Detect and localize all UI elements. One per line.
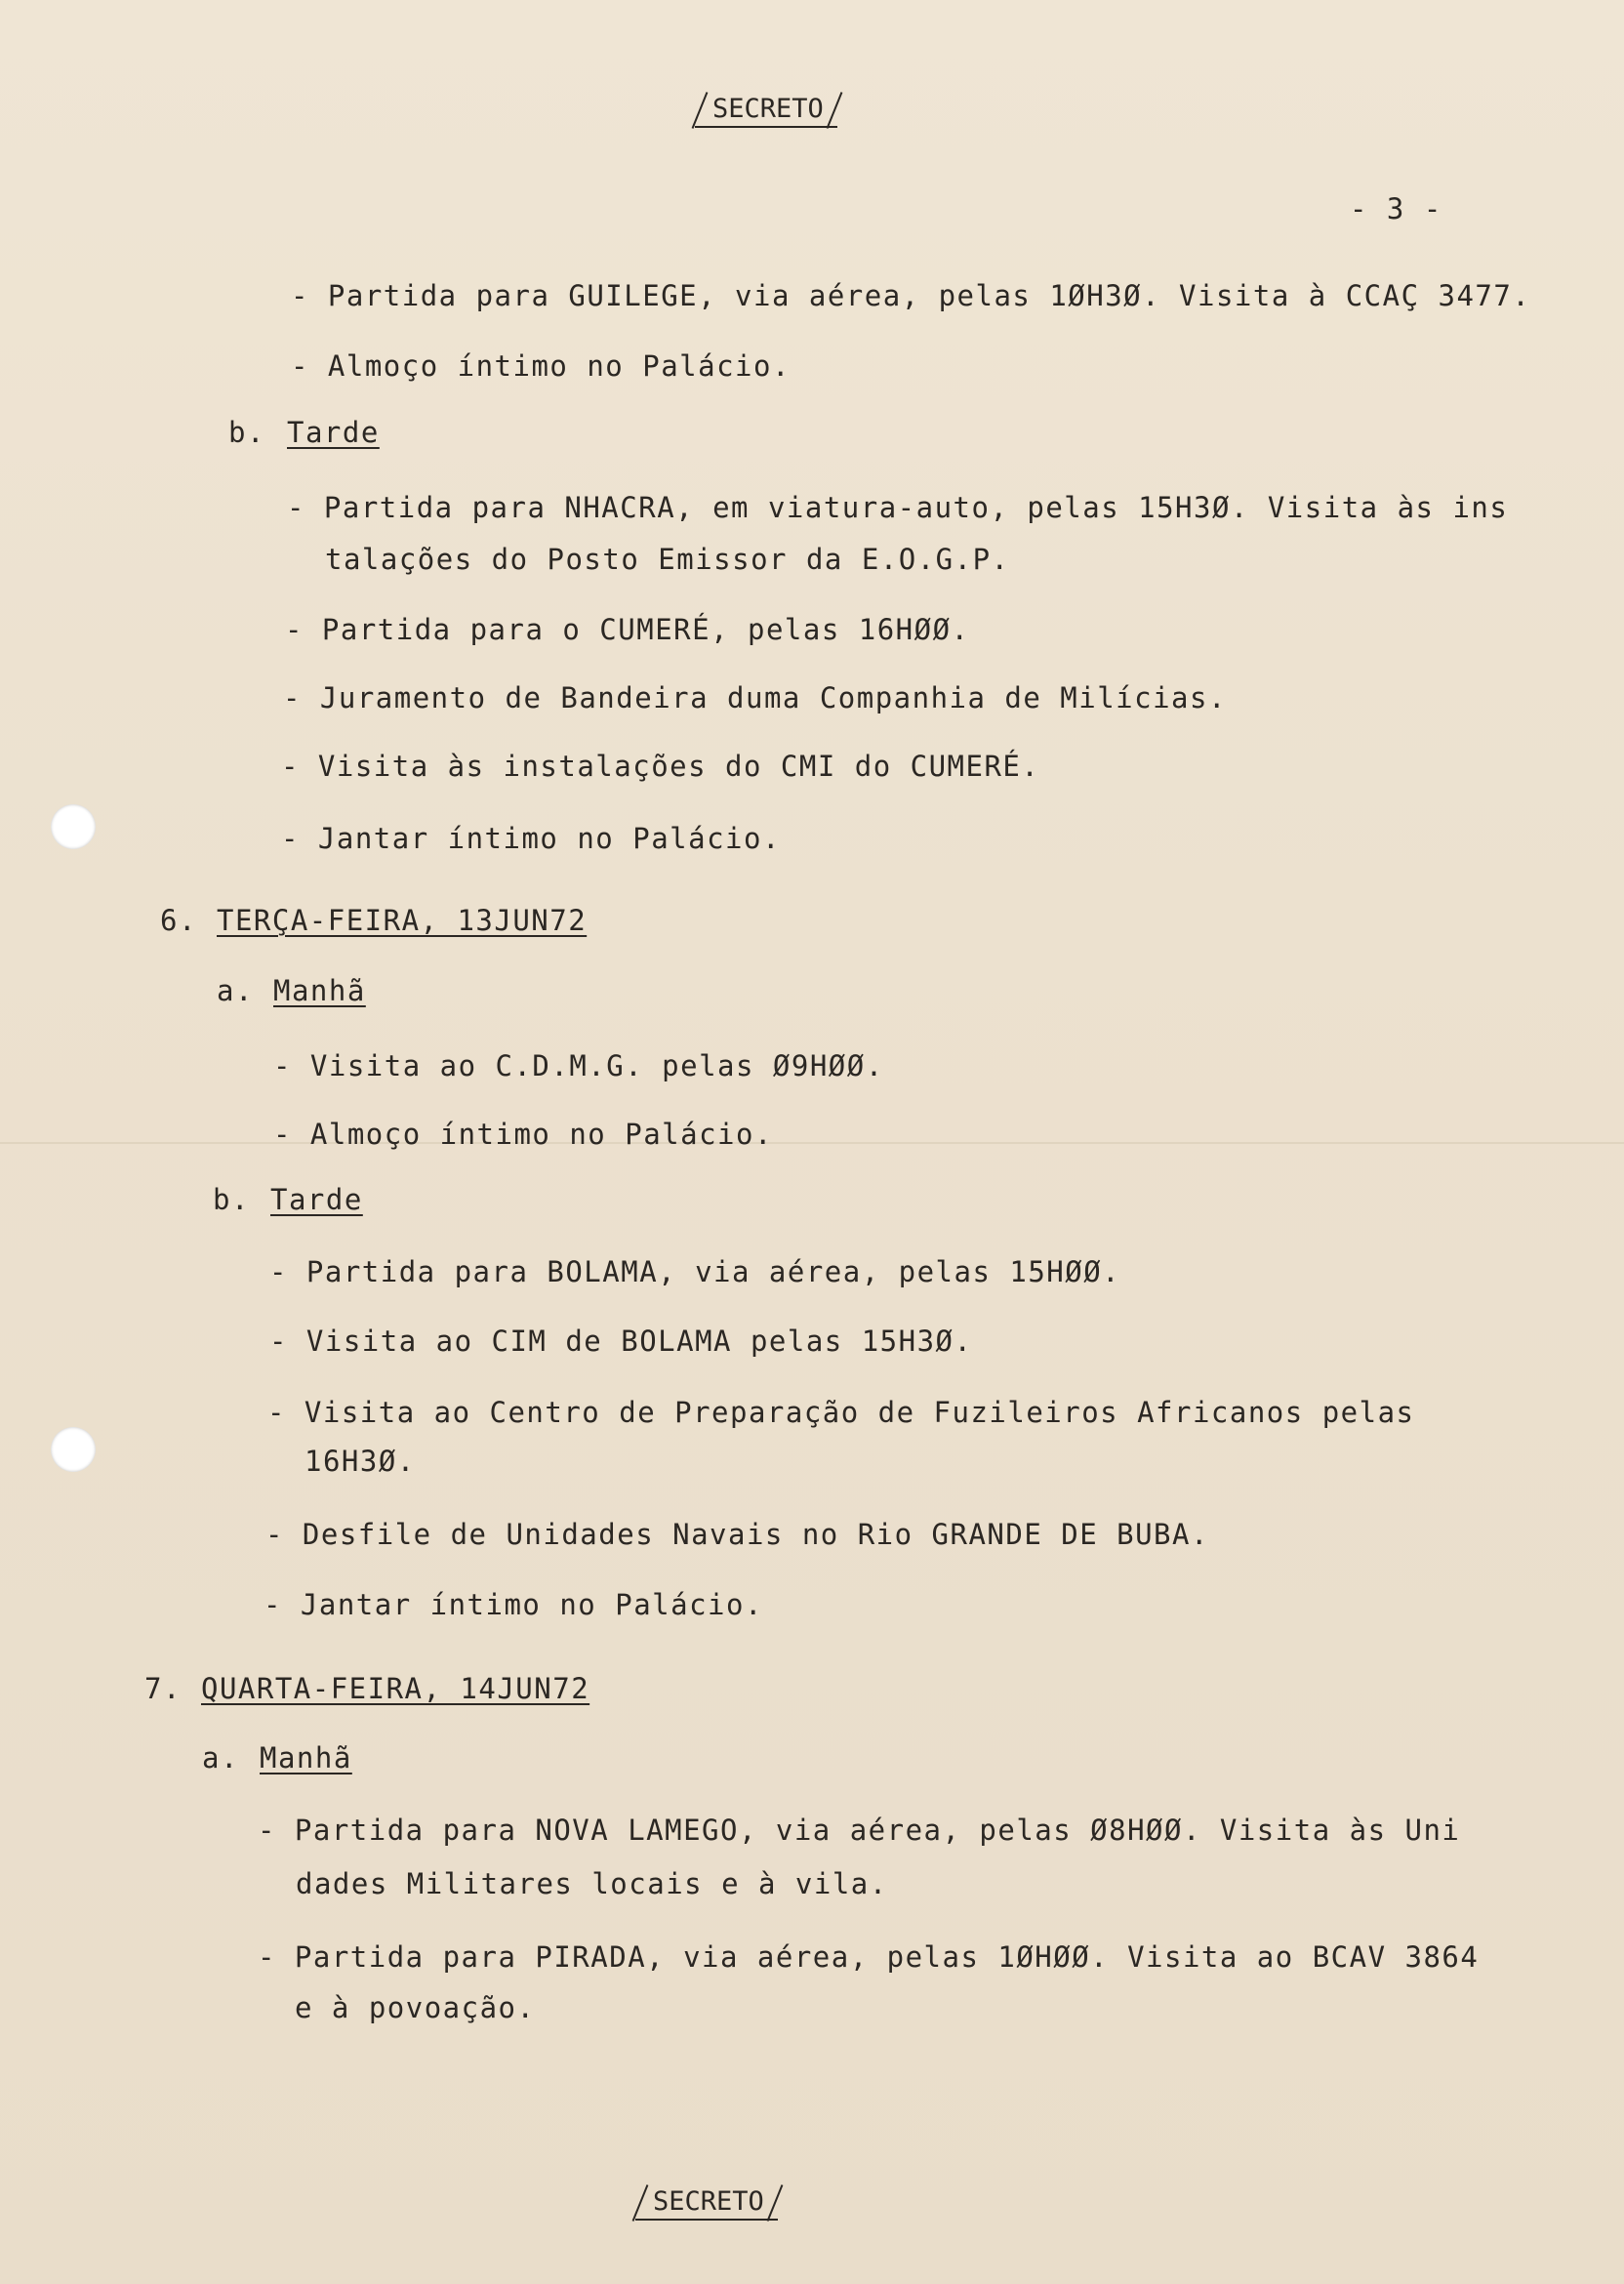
item-cim-bolama: - Visita ao CIM de BOLAMA pelas 15H3Ø. [269, 1325, 973, 1358]
item-jantar-1: - Jantar íntimo no Palácio. [281, 822, 781, 855]
item-nova-lamego: - Partida para NOVA LAMEGO, via aérea, pelas Ø8HØØ. Visita às Uni [258, 1814, 1461, 1847]
item-cdmg: - Visita ao C.D.M.G. pelas Ø9HØØ. [273, 1049, 884, 1082]
item-nhacra-cont: talações do Posto Emissor da E.O.G.P. [325, 543, 1010, 576]
item-guilege: - Partida para GUILEGE, via aérea, pelas 1ØH3Ø. Visita à CCAÇ 3477. [291, 279, 1531, 312]
section-title-7: QUARTA-FEIRA, 14JUN72 [201, 1672, 590, 1705]
section-number-7: 7. [144, 1672, 182, 1705]
item-pirada-cont: e à povoação. [295, 1991, 536, 2024]
item-desfile: - Desfile de Unidades Navais no Rio GRANDE DE BUBA. [265, 1518, 1209, 1551]
section-title-6: TERÇA-FEIRA, 13JUN72 [217, 904, 588, 937]
item-fuzileiros-cont: 16H3Ø. [304, 1445, 416, 1478]
item-cumere: - Partida para o CUMERÉ, pelas 16HØØ. [285, 613, 970, 646]
classification-stamp-top: SECRETO [695, 94, 837, 128]
item-fuzileiros: - Visita ao Centro de Preparação de Fuzileiros Africanos pelas [267, 1396, 1415, 1429]
item-jantar-2: - Jantar íntimo no Palácio. [264, 1588, 763, 1621]
subsection-title-manha-7: Manhã [260, 1741, 352, 1774]
subsection-title-tarde-6: Tarde [270, 1183, 363, 1216]
page-number: - 3 - [1350, 192, 1442, 225]
paper-fold [0, 1142, 1624, 1144]
subsection-title-tarde-1: Tarde [287, 416, 380, 449]
punch-hole-bottom [51, 1427, 96, 1472]
item-bolama: - Partida para BOLAMA, via aérea, pelas 15HØØ. [269, 1255, 1121, 1288]
item-pirada: - Partida para PIRADA, via aérea, pelas 1ØHØØ. Visita ao BCAV 3864 [258, 1940, 1480, 1974]
classification-stamp-bottom: SECRETO [635, 2186, 778, 2221]
subsection-label-6b: b. [213, 1183, 250, 1216]
item-visita-cmi: - Visita às instalações do CMI do CUMERÉ. [281, 750, 1040, 783]
punch-hole-top [51, 804, 96, 849]
subsection-label-b1: b. [228, 416, 265, 449]
subsection-label-7a: a. [202, 1741, 239, 1774]
section-number-6: 6. [160, 904, 197, 937]
item-almoco-2: - Almoço íntimo no Palácio. [273, 1118, 773, 1151]
subsection-label-6a: a. [217, 974, 254, 1007]
subsection-title-manha-6: Manhã [273, 974, 366, 1007]
item-juramento: - Juramento de Bandeira duma Companhia de Milícias. [283, 681, 1227, 714]
item-nova-lamego-cont: dades Militares locais e à vila. [296, 1867, 888, 1900]
item-nhacra: - Partida para NHACRA, em viatura-auto, pelas 15H3Ø. Visita às ins [287, 491, 1509, 524]
item-almoco-1: - Almoço íntimo no Palácio. [291, 349, 791, 383]
